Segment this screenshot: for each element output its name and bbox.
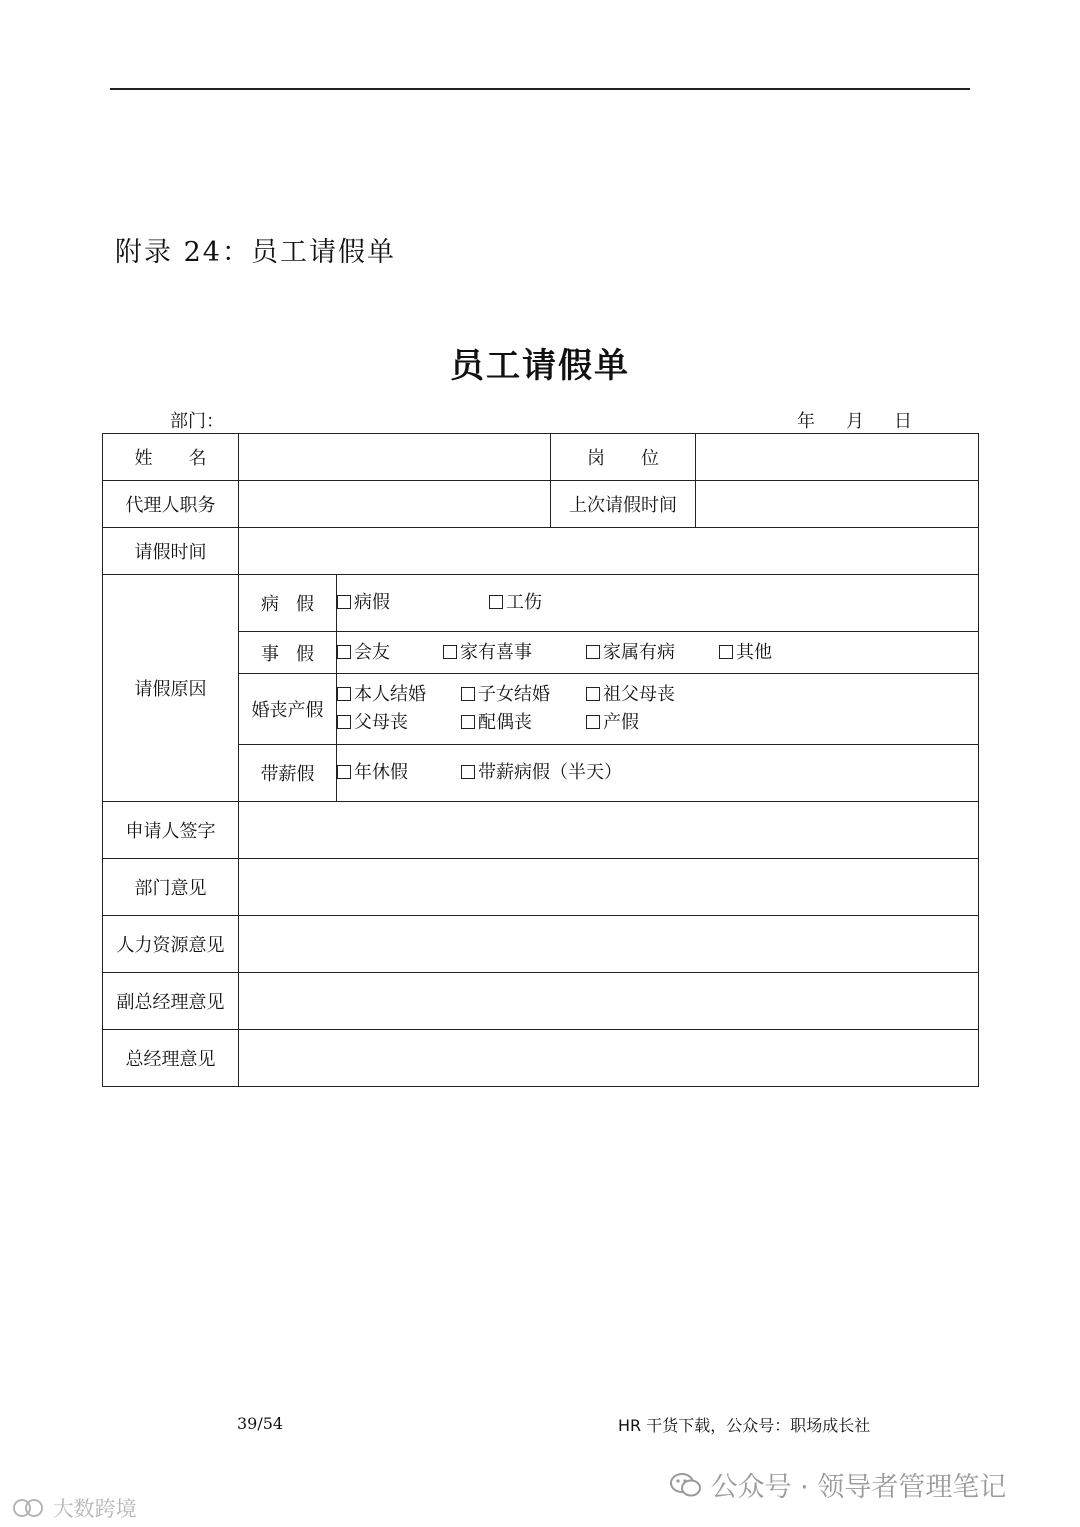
option-label: 配偶丧 xyxy=(478,712,532,733)
row-applicant-sign xyxy=(103,802,979,859)
checkbox-square-icon xyxy=(586,645,600,659)
row-hr-opinion xyxy=(103,916,979,973)
option-label: 会友 xyxy=(354,641,390,663)
checkbox-square-icon xyxy=(337,645,351,659)
paid-leave-options xyxy=(337,745,979,802)
watermark-text: 大数跨境 xyxy=(52,1497,137,1521)
checkbox-square-icon xyxy=(443,645,457,659)
option-label: 祖父母丧 xyxy=(603,684,675,705)
option-label: 年休假 xyxy=(354,762,408,783)
hr-opinion-field[interactable] xyxy=(239,916,979,973)
name-field[interactable] xyxy=(239,434,551,481)
position-field[interactable] xyxy=(696,434,979,481)
appendix-title: 附录 24：员工请假单 xyxy=(115,237,396,268)
checkbox-grandparent-funeral[interactable] xyxy=(586,681,675,709)
header-rule xyxy=(110,88,970,90)
option-label: 家属有病 xyxy=(603,641,675,663)
checkbox-square-icon xyxy=(586,687,600,701)
checkbox-square-icon xyxy=(337,765,351,779)
dept-opinion-field[interactable] xyxy=(239,859,979,916)
watermark-brand xyxy=(12,1493,137,1524)
vgm-opinion-label: 副总经理意见 xyxy=(103,973,239,1030)
dept-opinion-label: 部门意见 xyxy=(103,859,239,916)
position-label: 岗 位 xyxy=(551,434,696,481)
watermark-official-account xyxy=(670,1465,1006,1506)
leave-time-label: 请假时间 xyxy=(103,528,239,575)
sick-leave-label xyxy=(239,575,337,632)
sick-leave-label-b: 假 xyxy=(296,594,314,615)
applicant-sign-field[interactable] xyxy=(239,802,979,859)
paid-leave-label: 带薪假 xyxy=(239,745,337,802)
brand-logo-icon xyxy=(12,1497,46,1524)
department-label: 部门： xyxy=(170,411,224,432)
checkbox-square-icon xyxy=(489,595,503,609)
checkbox-square-icon xyxy=(461,687,475,701)
option-label: 工伤 xyxy=(506,592,542,613)
leave-time-field[interactable] xyxy=(239,528,979,575)
date-month-label: 月 xyxy=(846,411,864,432)
checkbox-square-icon xyxy=(461,765,475,779)
checkbox-square-icon xyxy=(337,715,351,729)
hr-opinion-label: 人力资源意见 xyxy=(103,916,239,973)
watermark-text: 公众号 · 领导者管理笔记 xyxy=(710,1472,1007,1503)
option-label: 病假 xyxy=(354,592,390,613)
option-label: 家有喜事 xyxy=(460,641,532,663)
checkbox-own-marriage[interactable] xyxy=(337,681,426,709)
row-dept-opinion xyxy=(103,859,979,916)
checkbox-square-icon xyxy=(586,715,600,729)
option-label: 带薪病假（半天） xyxy=(478,762,622,783)
personal-leave-label-a: 事 xyxy=(261,643,279,665)
checkbox-work-injury[interactable] xyxy=(489,589,542,617)
row-sick-leave xyxy=(103,575,979,632)
personal-leave-options xyxy=(337,632,979,674)
wechat-icon xyxy=(670,1471,702,1506)
checkbox-family-celebration[interactable] xyxy=(443,639,532,667)
checkbox-sick[interactable] xyxy=(337,589,390,617)
checkbox-child-marriage[interactable] xyxy=(461,681,550,709)
agent-title-label: 代理人职务 xyxy=(103,481,239,528)
option-label: 子女结婚 xyxy=(478,684,550,705)
row-name xyxy=(103,434,979,481)
checkbox-paid-sick-half-day[interactable] xyxy=(461,759,622,787)
gm-opinion-label: 总经理意见 xyxy=(103,1030,239,1087)
date-year-label: 年 xyxy=(797,411,815,432)
personal-leave-label-b: 假 xyxy=(296,643,314,665)
applicant-sign-label: 申请人签字 xyxy=(103,802,239,859)
marriage-funeral-label: 婚丧产假 xyxy=(239,674,337,745)
option-label: 产假 xyxy=(603,712,639,733)
row-leave-time xyxy=(103,528,979,575)
checkbox-annual-leave[interactable] xyxy=(337,759,408,787)
checkbox-maternity[interactable] xyxy=(586,709,639,737)
checkbox-parent-funeral[interactable] xyxy=(337,709,408,737)
sick-leave-options xyxy=(337,575,979,632)
name-label: 姓 名 xyxy=(103,434,239,481)
checkbox-square-icon xyxy=(461,715,475,729)
page-number: 39/54 xyxy=(237,1414,284,1433)
agent-title-field[interactable] xyxy=(239,481,551,528)
sick-leave-label-a: 病 xyxy=(261,594,279,615)
vgm-opinion-field[interactable] xyxy=(239,973,979,1030)
checkbox-square-icon xyxy=(337,687,351,701)
last-leave-time-label: 上次请假时间 xyxy=(551,481,696,528)
checkbox-meet-friends[interactable] xyxy=(337,639,390,667)
option-label: 其他 xyxy=(736,641,772,663)
checkbox-square-icon xyxy=(337,595,351,609)
leave-form-table xyxy=(102,433,979,1087)
personal-leave-label xyxy=(239,632,337,674)
leave-reason-label: 请假原因 xyxy=(103,575,239,802)
option-label: 本人结婚 xyxy=(354,684,426,705)
checkbox-other[interactable] xyxy=(719,639,772,667)
option-label: 父母丧 xyxy=(354,712,408,733)
form-title: 员工请假单 xyxy=(450,346,630,386)
last-leave-time-field[interactable] xyxy=(696,481,979,528)
checkbox-square-icon xyxy=(719,645,733,659)
checkbox-family-illness[interactable] xyxy=(586,639,675,667)
row-vgm-opinion xyxy=(103,973,979,1030)
row-gm-opinion xyxy=(103,1030,979,1087)
checkbox-spouse-funeral[interactable] xyxy=(461,709,532,737)
date-day-label: 日 xyxy=(894,411,912,432)
gm-opinion-field[interactable] xyxy=(239,1030,979,1087)
marriage-funeral-options xyxy=(337,674,979,745)
row-agent xyxy=(103,481,979,528)
footer-note: HR 干货下载，公众号：职场成长社 xyxy=(618,1416,871,1435)
